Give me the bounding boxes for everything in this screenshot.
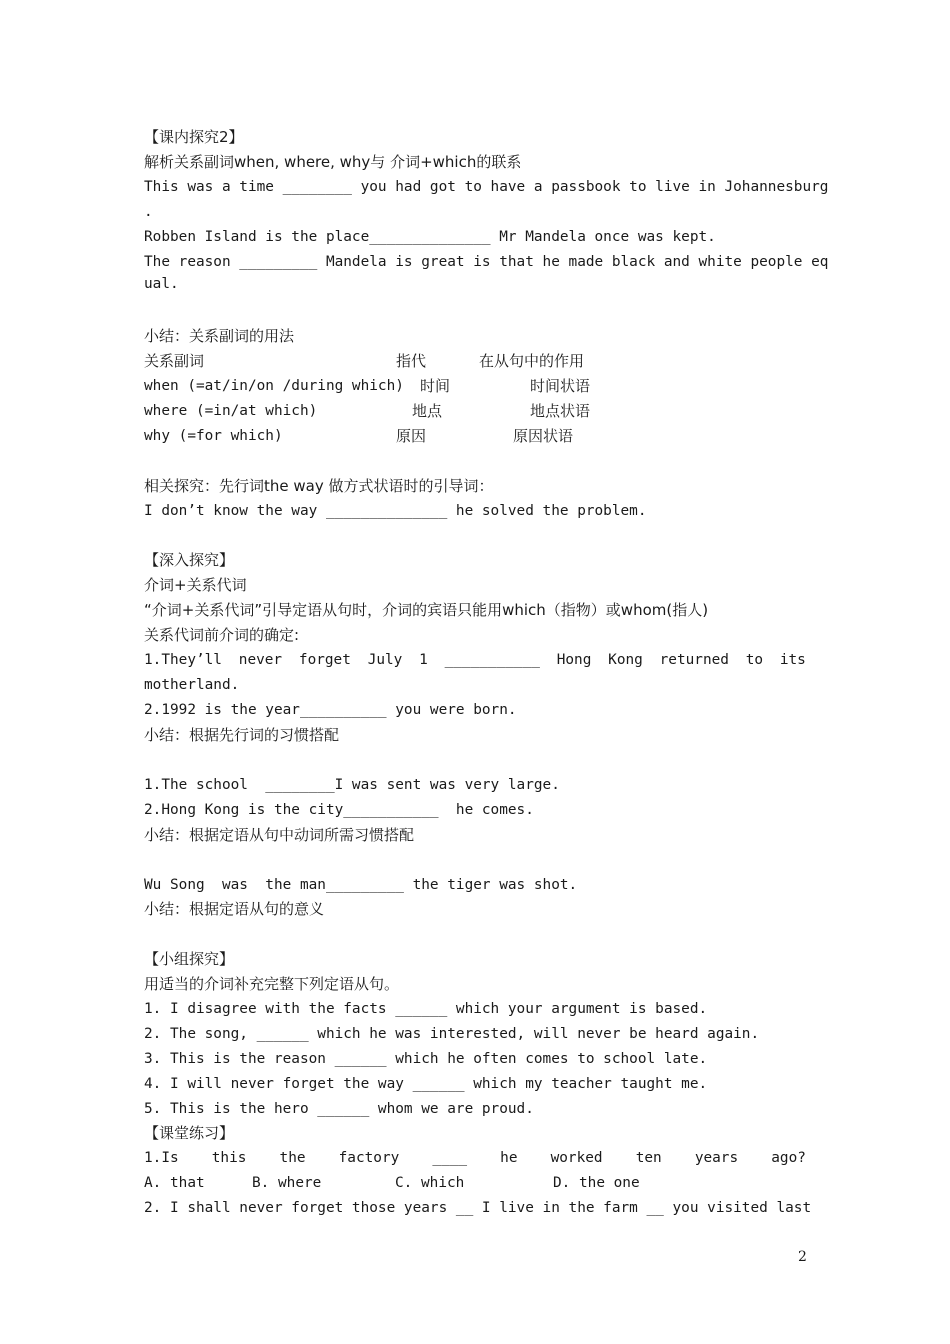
question-3: The reason _________ Mandela is great is that he made black and white people eq bbox=[144, 254, 829, 270]
question-1-cont: . bbox=[144, 204, 153, 220]
option-a: A. that bbox=[144, 1175, 205, 1191]
related-inquiry: 相关探究：先行词the way 做方式状语时的引导词： bbox=[144, 477, 494, 495]
list-item: 1. I disagree with the facts ______ which your argument is based. bbox=[144, 1001, 708, 1017]
question-3-cont: ual. bbox=[144, 276, 179, 292]
summary-meaning: 小结：根据定语从句的意义 bbox=[144, 900, 325, 918]
related-question: I don’t know the way ______________ he solved the problem. bbox=[144, 503, 647, 519]
table-header-refers: 指代 bbox=[396, 352, 427, 370]
section-intro: 解析关系副词when, where, why与 介词+which的联系 bbox=[144, 153, 522, 171]
table-header-term: 关系副词 bbox=[144, 352, 205, 370]
example-4: 2.Hong Kong is the city___________ he comes. bbox=[144, 802, 534, 818]
table-row-where-function: 地点状语 bbox=[530, 402, 591, 420]
grammar-rule-2: 关系代词前介词的确定: bbox=[144, 626, 300, 644]
question-2: Robben Island is the place______________ Mr Mandela once was kept. bbox=[144, 229, 716, 245]
option-c: C. which bbox=[395, 1175, 465, 1191]
summary-antecedent: 小结：根据先行词的习惯搭配 bbox=[144, 726, 340, 744]
example-3: 1.The school ________I was sent was very large. bbox=[144, 777, 560, 793]
list-item: 5. This is the hero ______ whom we are proud. bbox=[144, 1101, 534, 1117]
table-header-function: 在从句中的作用 bbox=[479, 352, 585, 370]
question-1: This was a time ________ you had got to have a passbook to live in Johannesburg bbox=[144, 179, 829, 195]
list-item: 2. The song, ______ which he was interested, will never be heard again. bbox=[144, 1026, 760, 1042]
summary-relative-adverbs: 小结：关系副词的用法 bbox=[144, 327, 295, 345]
table-row-why-function: 原因状语 bbox=[513, 427, 574, 445]
group-instruction: 用适当的介词补充完整下列定语从句。 bbox=[144, 975, 400, 993]
list-item: 3. This is the reason ______ which he often comes to school late. bbox=[144, 1051, 708, 1067]
example-1-cont: motherland. bbox=[144, 677, 240, 693]
table-row-when-term: when (=at/in/on /during which) bbox=[144, 378, 404, 394]
page-number: 2 bbox=[798, 1249, 807, 1265]
summary-verb-collocation: 小结：根据定语从句中动词所需习惯搭配 bbox=[144, 826, 415, 844]
table-row-why-term: why (=for which) bbox=[144, 428, 283, 444]
example-1: 1.They’ll never forget July 1 ___________ Hong Kong returned to its bbox=[144, 652, 806, 668]
option-b: B. where bbox=[252, 1175, 322, 1191]
section-heading-ketang: 【课内探究2】 bbox=[144, 128, 244, 146]
section-heading-practice: 【课堂练习】 bbox=[144, 1124, 235, 1142]
practice-question-2: 2. I shall never forget those years __ I live in the farm __ you visited last bbox=[144, 1200, 812, 1216]
practice-question-1: 1.Is this the factory ____ he worked ten years ago? bbox=[144, 1150, 806, 1166]
section-heading-group: 【小组探究】 bbox=[144, 950, 235, 968]
example-2: 2.1992 is the year__________ you were born. bbox=[144, 702, 517, 718]
section-heading-shenru: 【深入探究】 bbox=[144, 551, 235, 569]
table-row-when-function: 时间状语 bbox=[530, 377, 591, 395]
option-d: D. the one bbox=[553, 1175, 640, 1191]
table-row-why-refers: 原因 bbox=[396, 427, 427, 445]
table-row-where-refers: 地点 bbox=[412, 402, 443, 420]
example-5: Wu Song was the man_________ the tiger was shot. bbox=[144, 877, 578, 893]
table-row-where-term: where (=in/at which) bbox=[144, 403, 318, 419]
grammar-rule: “介词+关系代词”引导定语从句时，介词的宾语只能用which（指物）或whom(指人) bbox=[144, 601, 709, 619]
table-row-when-refers: 时间 bbox=[420, 377, 451, 395]
list-item: 4. I will never forget the way ______ which my teacher taught me. bbox=[144, 1076, 708, 1092]
subheading-prep-pronoun: 介词+关系代词 bbox=[144, 576, 247, 594]
